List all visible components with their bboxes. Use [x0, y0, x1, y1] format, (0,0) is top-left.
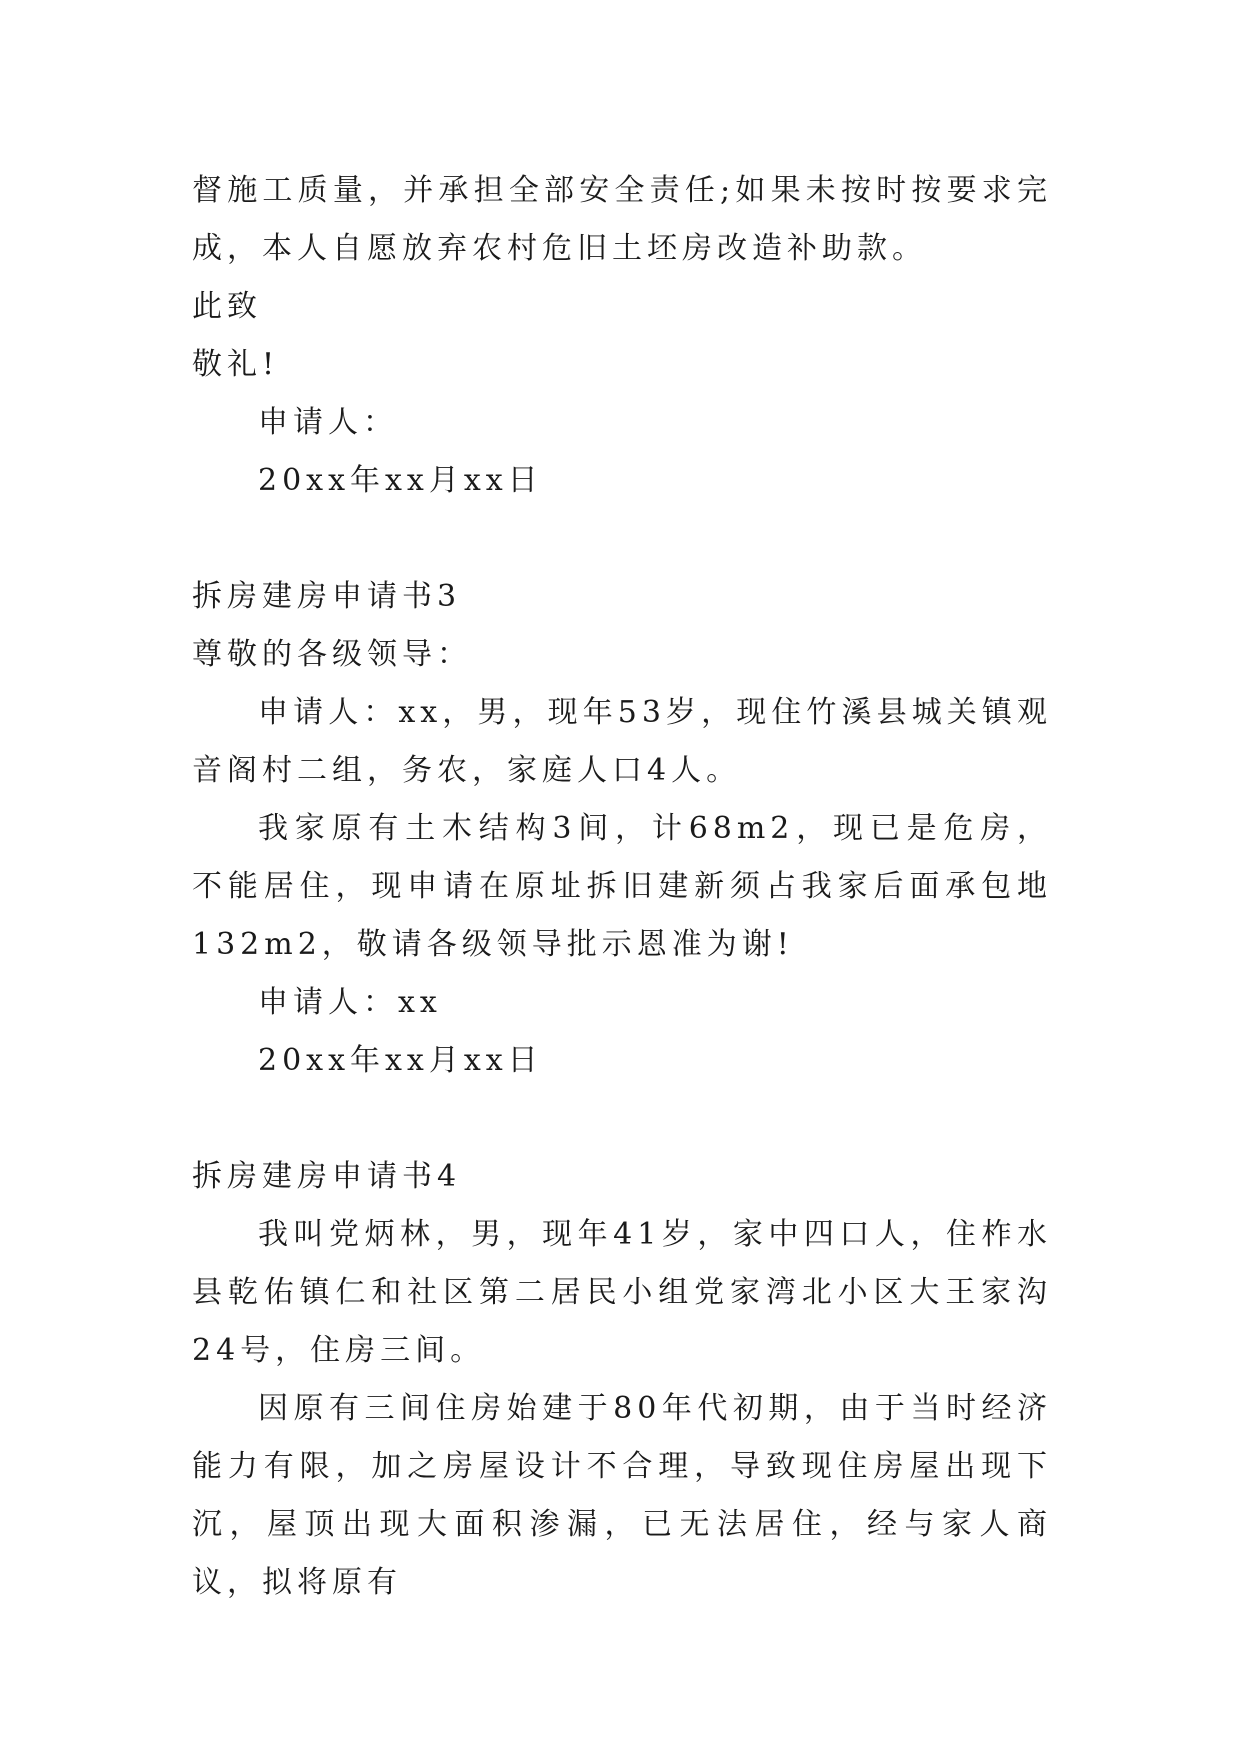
section-spacer: [192, 510, 1052, 568]
paragraph-commitment: 督施工质量，并承担全部安全责任;如果未按时按要求完成，本人自愿放弃农村危旧土坯房改造补助款。: [192, 173, 1052, 266]
signature-date: 20xx年xx月xx日: [258, 1043, 543, 1078]
section-spacer: [192, 1090, 1052, 1148]
signature-date: 20xx年xx月xx日: [258, 463, 543, 498]
paragraph-request: 我家原有土木结构3间，计68m2，现已是危房，不能居住，现申请在原址拆旧建新须占我家后面承包地132m2，敬请各级领导批示恩准为谢!: [192, 811, 1052, 962]
closing-line-1: 此致: [192, 289, 262, 324]
closing-line-2: 敬礼!: [192, 347, 280, 382]
applicant-signature: 申请人：xx: [258, 985, 442, 1020]
paragraph-applicant-info: 申请人：xx，男，现年53岁，现住竹溪县城关镇观音阁村二组，务农，家庭人口4人。: [192, 695, 1052, 788]
paragraph-reason: 因原有三间住房始建于80年代初期，由于当时经济能力有限，加之房屋设计不合理，导致现住房屋出现下沉，屋顶出现大面积渗漏，已无法居住，经与家人商议，拟将原有: [192, 1391, 1052, 1600]
section-title-4: 拆房建房申请书4: [192, 1159, 462, 1194]
section-title-3: 拆房建房申请书3: [192, 579, 462, 614]
paragraph-applicant-info: 我叫党炳林，男，现年41岁，家中四口人，住柞水县乾佑镇仁和社区第二居民小组党家湾北小区大王家沟24号，住房三间。: [192, 1217, 1052, 1368]
salutation: 尊敬的各级领导：: [192, 637, 472, 672]
document-body: [192, 162, 1052, 1612]
applicant-signature: 申请人：: [258, 405, 398, 440]
